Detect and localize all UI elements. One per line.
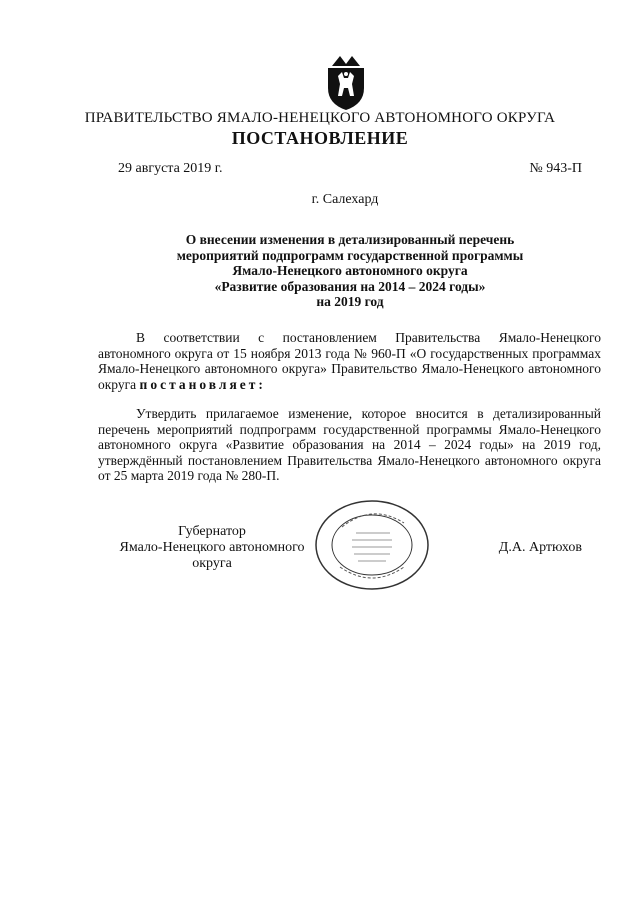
- position-line: Губернатор: [178, 524, 246, 539]
- document-type: ПОСТАНОВЛЕНИЕ: [231, 128, 409, 148]
- body-paragraph-2: Утвердить прилагаемое изменение, которое вносится в детализированный перечень мероприятий подпрограмм государственной программы Ямало-Ненецкого автономного округа «Развитие образования на 2014 – 2024 годы» на 2019 год, утверждённый постановлением Правительства Ямало-Ненецкого автономного округа от 25 марта 2019 года № 280-П.: [98, 406, 601, 483]
- official-stamp: [312, 497, 432, 593]
- decree-word: постановляет:: [139, 376, 266, 392]
- signatory-name: Д.А. Артюхов: [498, 540, 582, 555]
- title-line: мероприятий подпрограмм государственной программы: [176, 247, 524, 263]
- title-line: Ямало-Ненецкого автономного округа: [232, 263, 468, 278]
- document-date: 29 августа 2019 г.: [118, 161, 223, 176]
- position-line: Ямало-Ненецкого автономного округа: [119, 540, 305, 571]
- signatory-position: [98, 524, 326, 572]
- paragraph-1-text: В соответствии с постановлением Правительства Ямало-Ненецкого автономного округа от 15 ноября 2013 года № 960-П «О государственных программах Ямало-Ненецкого автономного округа» Правительство Ямало-Ненецкого автономного округа: [98, 330, 601, 392]
- coat-of-arms-emblem: [318, 52, 374, 112]
- title-line: «Развитие образования на 2014 – 2024 годы»: [214, 278, 486, 294]
- body-paragraph-1: [98, 330, 601, 392]
- document-city: г. Салехард: [311, 192, 379, 207]
- government-name: ПРАВИТЕЛЬСТВО ЯМАЛО-НЕНЕЦКОГО АВТОНОМНОГО ОКРУГА: [84, 110, 556, 126]
- document-title: [100, 232, 600, 310]
- title-line: О внесении изменения в детализированный перечень: [185, 232, 515, 247]
- document-number: № 943-П: [529, 161, 582, 176]
- title-line: на 2019 год: [316, 294, 384, 309]
